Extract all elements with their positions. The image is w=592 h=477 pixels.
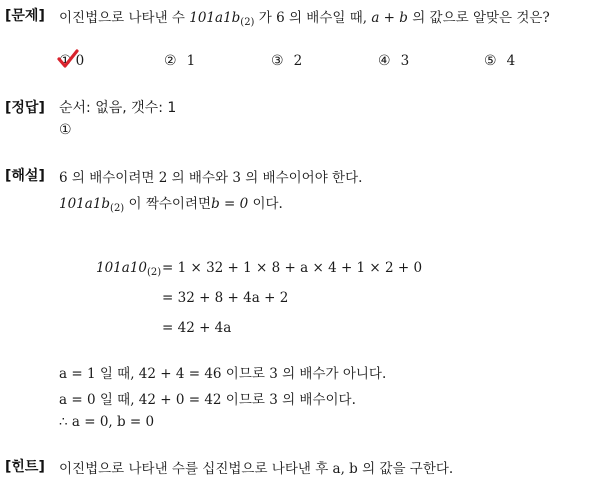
solution-numeral-base: (2) bbox=[110, 203, 125, 214]
check-mark-icon bbox=[57, 49, 79, 69]
choice-1-value: 0 bbox=[75, 53, 85, 69]
solution-numeral: 101a1b bbox=[59, 196, 111, 212]
choice-4-value: 3 bbox=[400, 53, 410, 69]
solution-line-2-cond: b = 0 bbox=[211, 196, 249, 212]
choice-5[interactable] bbox=[484, 53, 515, 69]
choice-3-marker: ③ bbox=[271, 53, 284, 69]
choice-1[interactable] bbox=[59, 53, 84, 69]
solution-conclusion: ∴ a = 0, b = 0 bbox=[59, 414, 155, 430]
solution-line-2 bbox=[59, 192, 283, 212]
choice-2-marker: ② bbox=[164, 53, 177, 69]
question-text-b: 가 6 의 배수일 때, bbox=[254, 10, 372, 26]
equation-row-2: = 32 + 8 + 4a + 2 bbox=[162, 290, 289, 306]
hint-label: [힌트] bbox=[5, 459, 45, 475]
choice-4[interactable] bbox=[378, 53, 409, 69]
choice-3[interactable] bbox=[271, 53, 302, 69]
equation-row-1: = 1 × 32 + 1 × 8 + a × 4 + 1 × 2 + 0 bbox=[162, 260, 423, 276]
equation-lhs bbox=[96, 260, 161, 276]
answer-label: [정답] bbox=[5, 100, 45, 116]
choice-4-marker: ④ bbox=[378, 53, 391, 69]
question-label: [문제] bbox=[5, 8, 45, 24]
choice-3-value: 2 bbox=[293, 53, 303, 69]
question-text-c: 의 값으로 알맞은 것은? bbox=[407, 10, 550, 26]
question-numeral-base: (2) bbox=[240, 17, 255, 28]
answer-meta: 순서: 없음, 갯수: 1 bbox=[59, 100, 177, 116]
solution-line-2-text: 이 짝수이려면 bbox=[124, 196, 212, 212]
question-sum-expr: a + b bbox=[371, 10, 408, 26]
choice-1-marker: ① bbox=[59, 53, 72, 69]
question-numeral: 101a1b bbox=[189, 10, 241, 26]
choice-5-value: 4 bbox=[506, 53, 516, 69]
answer-choice: ① bbox=[59, 122, 72, 138]
question-text-a: 이진법으로 나타낸 수 bbox=[59, 10, 190, 26]
solution-label: [해설] bbox=[5, 168, 45, 184]
choice-2[interactable] bbox=[164, 53, 195, 69]
question-text bbox=[59, 6, 550, 26]
solution-line-2-tail: 이다. bbox=[248, 196, 283, 212]
equation-lhs-base: (2) bbox=[147, 267, 162, 278]
hint-text: 이진법으로 나타낸 수를 십진법으로 나타낸 후 a, b 의 값을 구한다. bbox=[59, 461, 454, 477]
solution-case-2: a = 0 일 때, 42 + 0 = 42 이므로 3 의 배수이다. bbox=[59, 392, 356, 408]
solution-case-1: a = 1 일 때, 42 + 4 = 46 이므로 3 의 배수가 아니다. bbox=[59, 366, 387, 382]
choice-5-marker: ⑤ bbox=[484, 53, 497, 69]
equation-lhs-numeral: 101a10 bbox=[96, 260, 147, 276]
choice-2-value: 1 bbox=[186, 53, 196, 69]
equation-row-3: = 42 + 4a bbox=[162, 320, 232, 336]
solution-line-1: 6 의 배수이려면 2 의 배수와 3 의 배수이어야 한다. bbox=[59, 170, 363, 186]
